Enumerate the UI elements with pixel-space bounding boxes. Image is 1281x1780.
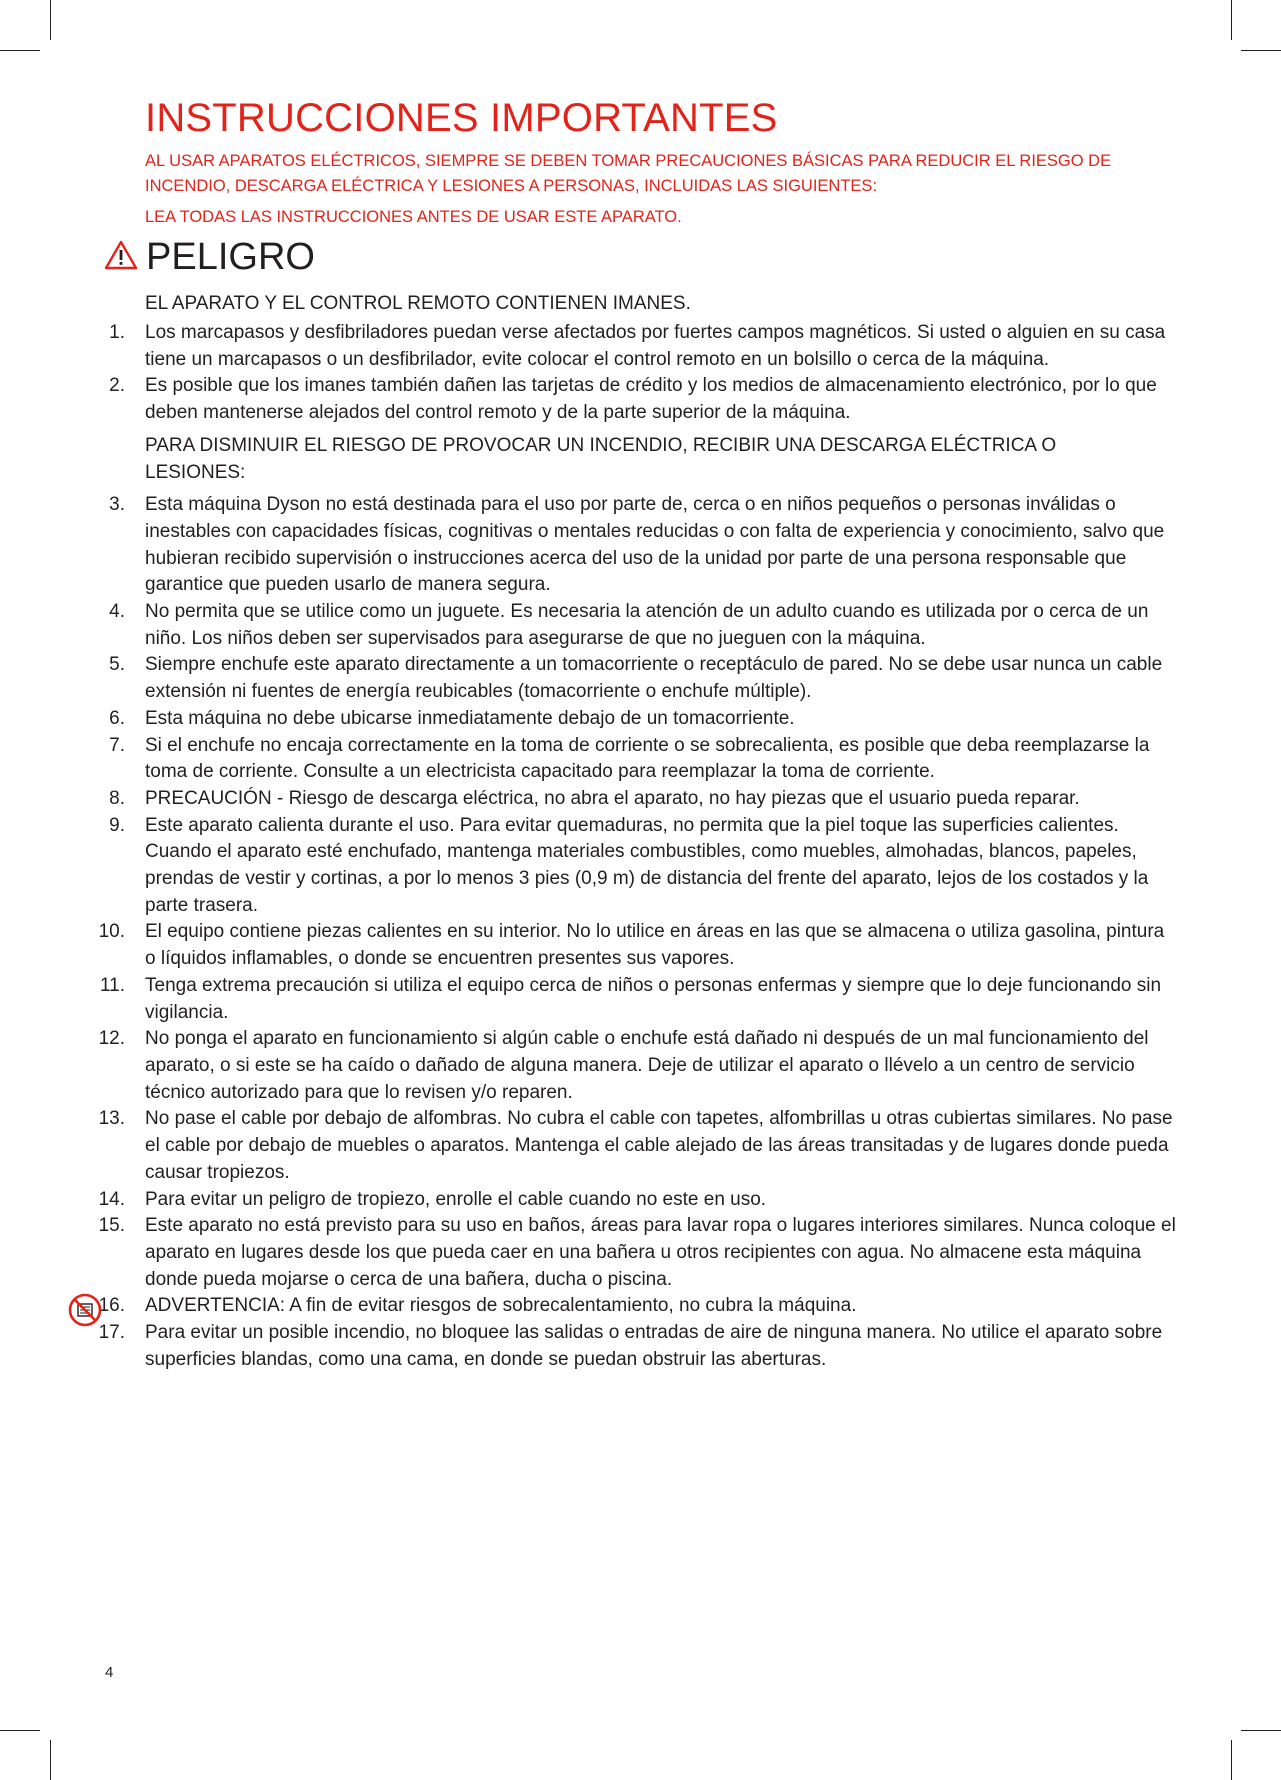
item-text: El equipo contiene piezas calientes en su interior. No lo utilice en áreas en las que se almacena o utiliza gasolina, pintura o líquidos inflamables, o donde se encuentren presentes sus vapores.	[145, 921, 1165, 970]
item-text: No ponga el aparato en funcionamiento si algún cable o enchufe está dañado ni después de un mal funcionamiento del aparato, o si este se ha caído o dañado de alguna manera. Deje de utilizar el aparato o llévelo a un centro de servicio técnico autorizado para que lo revisen y/o reparen.	[145, 1028, 1149, 1103]
page-number: 4	[105, 1664, 114, 1681]
item-text: Esta máquina no debe ubicarse inmediatamente debajo de un tomacorriente.	[145, 707, 795, 729]
list-item	[0, 1026, 1180, 1106]
item-number: 12.	[98, 1028, 125, 1050]
danger-label: PELIGRO	[146, 235, 315, 278]
list-item	[0, 919, 1180, 972]
list-item	[0, 1187, 1180, 1214]
item-number: 8.	[109, 787, 125, 809]
list-item	[0, 599, 1180, 652]
item-number: 6.	[109, 707, 125, 729]
list-item	[0, 786, 1180, 813]
safety-instructions-list	[0, 320, 1281, 1373]
risk-items	[0, 492, 1281, 1373]
crop-mark	[1231, 1740, 1232, 1780]
list-item	[0, 1320, 1180, 1373]
crop-mark	[1241, 50, 1281, 51]
list-item	[0, 706, 1180, 733]
item-text: Es posible que los imanes también dañen las tarjetas de crédito y los medios de almacenamiento electrónico, por lo que deben mantenerse alejados del control remoto y de la parte superior de la máquina.	[145, 375, 1157, 424]
item-number: 5.	[109, 654, 125, 676]
item-number: 14.	[98, 1188, 125, 1210]
item-number: 15.	[98, 1215, 125, 1237]
item-number: 7.	[109, 734, 125, 756]
item-text: Esta máquina Dyson no está destinada para el uso por parte de, cerca o en niños pequeños o personas inválidas o inestables con capacidades físicas, cognitivas o mentales reducidas o con falta de experiencia y conocimiento, salvo que hubieran recibido supervisión o instrucciones acerca del uso de la unidad por parte de una persona responsable que garantice que pueden usarlo de manera segura.	[145, 494, 1165, 596]
crop-mark	[50, 0, 51, 40]
list-item	[0, 1106, 1180, 1186]
intro-precautions: AL USAR APARATOS ELÉCTRICOS, SIEMPRE SE DEBEN TOMAR PRECAUCIONES BÁSICAS PARA REDUCIR EL RIESGO DE INCENDIO, DESCARGA ELÉCTRICA Y LESIONES A PERSONAS, INCLUIDAS LAS SIGUIENTES:	[145, 152, 1112, 195]
item-number: 9.	[109, 814, 125, 836]
item-text: No pase el cable por debajo de alfombras. No cubra el cable con tapetes, alfombrillas u otras cubiertas similares. No pase el cable por debajo de muebles o aparatos. Mantenga el cable alejado de las áreas transitadas y de lugares donde pueda causar tropiezos.	[145, 1108, 1173, 1183]
item-text: Siempre enchufe este aparato directamente a un tomacorriente o receptáculo de pared. No se debe usar nunca un cable extensión ni fuentes de energía reubicables (tomacorriente o enchufe múltiple).	[145, 654, 1163, 703]
intro-read-all: LEA TODAS LAS INSTRUCCIONES ANTES DE USAR ESTE APARATO.	[145, 208, 682, 226]
list-item	[0, 973, 1180, 1026]
list-item	[0, 733, 1180, 786]
risk-heading: PARA DISMINUIR EL RIESGO DE PROVOCAR UN INCENDIO, RECIBIR UNA DESCARGA ELÉCTRICA O LESIONES:	[145, 434, 1057, 483]
crop-mark	[50, 1740, 51, 1780]
item-text: PRECAUCIÓN - Riesgo de descarga eléctrica, no abra el aparato, no hay piezas que el usuario pueda reparar.	[145, 787, 1080, 809]
item-number: 13.	[98, 1108, 125, 1130]
list-item	[0, 492, 1180, 599]
crop-mark	[0, 1730, 40, 1731]
item-text: No permita que se utilice como un juguete. Es necesaria la atención de un adulto cuando es utilizada por o cerca de un niño. Los niños deben ser supervisados para asegurarse de que no jueguen con la máquina.	[145, 601, 1149, 649]
item-text: Para evitar un peligro de tropiezo, enrolle el cable cuando no este en uso.	[145, 1188, 767, 1210]
warning-triangle-icon	[104, 240, 138, 275]
item-text: ADVERTENCIA: A fin de evitar riesgos de sobrecalentamiento, no cubra la máquina.	[145, 1295, 857, 1317]
item-number: 2.	[109, 375, 125, 397]
page-title: INSTRUCCIONES IMPORTANTES	[145, 96, 778, 140]
item-text: Este aparato calienta durante el uso. Para evitar quemaduras, no permita que la piel toque las superficies calientes. Cuando el aparato esté enchufado, mantenga materiales combustibles, como muebles, almohadas, blancos, papeles, prendas de vestir y cortinas, a por lo menos 3 pies (0,9 m) de distancia del frente del aparato, lejos de los costados y la parte trasera.	[145, 814, 1149, 916]
item-number: 1.	[109, 322, 125, 343]
item-text: Tenga extrema precaución si utiliza el equipo cerca de niños o personas enfermas y siempre que lo deje funcionando sin vigilancia.	[145, 974, 1162, 1023]
list-item	[0, 652, 1180, 705]
item-number: 16.	[98, 1295, 125, 1317]
item-text: Si el enchufe no encaja correctamente en la toma de corriente o se sobrecalienta, es posible que deba reemplazarse la toma de corriente. Consulte a un electricista capacitado para reemplazar la toma de corriente.	[145, 734, 1150, 783]
crop-mark	[0, 50, 40, 51]
list-item	[0, 320, 1180, 373]
item-number: 3.	[109, 494, 125, 516]
item-number: 11.	[99, 974, 125, 996]
item-number: 17.	[98, 1322, 125, 1344]
list-item	[0, 373, 1180, 426]
list-item	[0, 1293, 1180, 1320]
list-item	[0, 813, 1180, 920]
magnets-heading: EL APARATO Y EL CONTROL REMOTO CONTIENEN IMANES.	[145, 293, 691, 314]
magnet-items	[0, 320, 1281, 427]
intro-warning	[145, 149, 1155, 230]
crop-mark	[1231, 0, 1232, 40]
list-item	[0, 1213, 1180, 1293]
item-number: 4.	[109, 601, 125, 623]
danger-heading	[104, 235, 315, 279]
crop-mark	[1241, 1730, 1281, 1731]
item-text: Los marcapasos y desfibriladores puedan verse afectados por fuertes campos magnéticos. Si usted o alguien en su casa tiene un marcapasos o un desfibrilador, evite colocar el control remoto en un bolsillo o cerca de la máquina.	[145, 322, 1166, 370]
item-number: 10.	[98, 921, 125, 943]
item-text: Para evitar un posible incendio, no bloquee las salidas o entradas de aire de ninguna manera. No utilice el aparato sobre superficies blandas, como una cama, en donde se puedan obstruir las aberturas.	[145, 1322, 1163, 1370]
item-text: Este aparato no está previsto para su uso en baños, áreas para lavar ropa o lugares interiores similares. Nunca coloque el aparato en lugares desde los que pueda caer en una bañera u otros recipientes con agua. No almacene esta máquina donde pueda mojarse o cerca de una bañera, ducha o piscina.	[145, 1215, 1176, 1290]
